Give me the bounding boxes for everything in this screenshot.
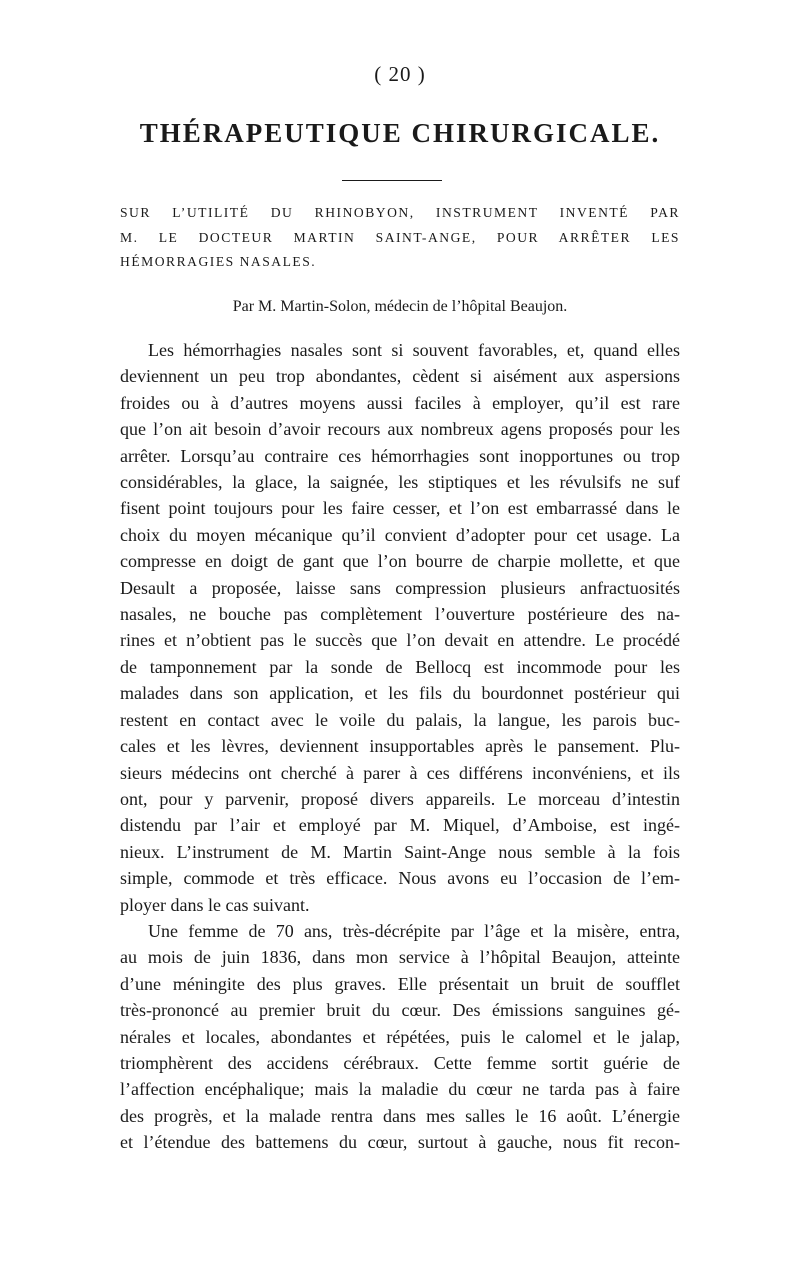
text-line: fisent point toujours pour les faire cesser, et l’on est embarrassé dans le	[120, 498, 680, 519]
text-line: restent en contact avec le voile du palais, la langue, les parois buc-	[120, 709, 680, 730]
text-line: ont, pour y parvenir, proposé divers appareils. Le morceau d’intestin	[120, 788, 680, 809]
title-rule	[342, 180, 442, 181]
section-title: THÉRAPEUTIQUE CHIRURGICALE.	[139, 118, 661, 148]
text-line: arrêter. Lorsqu’au contraire ces hémorrhagies sont inopportunes ou trop	[120, 445, 680, 466]
text-line: cales et les lèvres, deviennent insupportables après le pansement. Plu-	[120, 736, 680, 757]
text-line: au mois de juin 1836, dans mon service à l’hôpital Beaujon, atteinte	[120, 947, 680, 968]
text-line: triomphèrent des accidens cérébraux. Cette femme sortit guérie de	[120, 1052, 680, 1073]
text-line: choix du moyen mécanique qu’il convient d’adopter pour cet usage. La	[120, 524, 680, 545]
text-line: des progrès, et la malade rentra dans mes salles le 16 août. L’énergie	[120, 1105, 680, 1126]
text-line: simple, commode et très efficace. Nous avons eu l’occasion de l’em-	[120, 868, 680, 889]
article-body	[120, 337, 680, 1156]
text-line: rines et n’obtient pas le succès que l’on devait en attendre. Le procédé	[120, 630, 680, 651]
subtitle-line: HÉMORRAGIES NASALES.	[120, 254, 317, 269]
text-line: et l’étendue des battemens du cœur, surtout à gauche, nous fit recon-	[120, 1132, 680, 1153]
text-line: nasales, ne bouche pas complètement l’ouverture postérieure des na-	[120, 604, 680, 625]
text-line: malades dans son application, et les fils du bourdonnet postérieur qui	[120, 683, 680, 704]
author-line: Par M. Martin-Solon, médecin de l’hôpital Beaujon.	[232, 298, 568, 315]
text-line: froides ou à d’autres moyens aussi faciles à employer, qu’il est rare	[120, 392, 680, 413]
text-line: considérables, la glace, la saignée, les stiptiques et les révulsifs ne suf	[120, 472, 680, 493]
page-number: ( 20 )	[374, 62, 426, 86]
paragraph-2	[120, 918, 680, 1156]
article-subtitle	[120, 201, 680, 275]
text-line: Une femme de 70 ans, très-décrépite par l’âge et la misère, entra,	[148, 920, 680, 941]
text-line: ployer dans le cas suivant.	[120, 894, 310, 915]
text-line: distendu par l’air et employé par M. Miquel, d’Amboise, est ingé-	[120, 815, 680, 836]
paragraph-1	[120, 337, 680, 918]
text-line: Desault a proposée, laisse sans compression plusieurs anfractuosités	[120, 577, 680, 598]
text-line: d’une méningite des plus graves. Elle présentait un bruit de soufflet	[120, 973, 680, 994]
text-line: nieux. L’instrument de M. Martin Saint-Ange nous semble à la fois	[120, 841, 680, 862]
text-line: sieurs médecins ont cherché à parer à ces différens inconvéniens, et ils	[120, 762, 680, 783]
text-line: très-prononcé au premier bruit du cœur. Des émissions sanguines gé-	[120, 1000, 680, 1021]
text-line: de tamponnement par la sonde de Bellocq est incommode pour les	[120, 656, 680, 677]
text-line: l’affection encéphalique; mais la maladie du cœur ne tarda pas à faire	[120, 1079, 680, 1100]
text-line: nérales et locales, abondantes et répétées, puis le calomel et le jalap,	[120, 1026, 680, 1047]
text-line: Les hémorrhagies nasales sont si souvent favorables, et, quand elles	[148, 340, 680, 360]
text-line: compresse en doigt de gant que l’on bourre de charpie mollette, et que	[120, 551, 680, 572]
subtitle-line: M. LE DOCTEUR MARTIN SAINT-ANGE, POUR ARRÊTER LES	[120, 229, 680, 245]
text-line: que l’on ait besoin d’avoir recours aux nombreux agens proposés pour les	[120, 419, 680, 440]
text-line: deviennent un peu trop abondantes, cèdent si aisément aux aspersions	[120, 366, 680, 387]
subtitle-line: SUR L’UTILITÉ DU RHINOBYON, INSTRUMENT INVENTÉ PAR	[120, 205, 680, 220]
